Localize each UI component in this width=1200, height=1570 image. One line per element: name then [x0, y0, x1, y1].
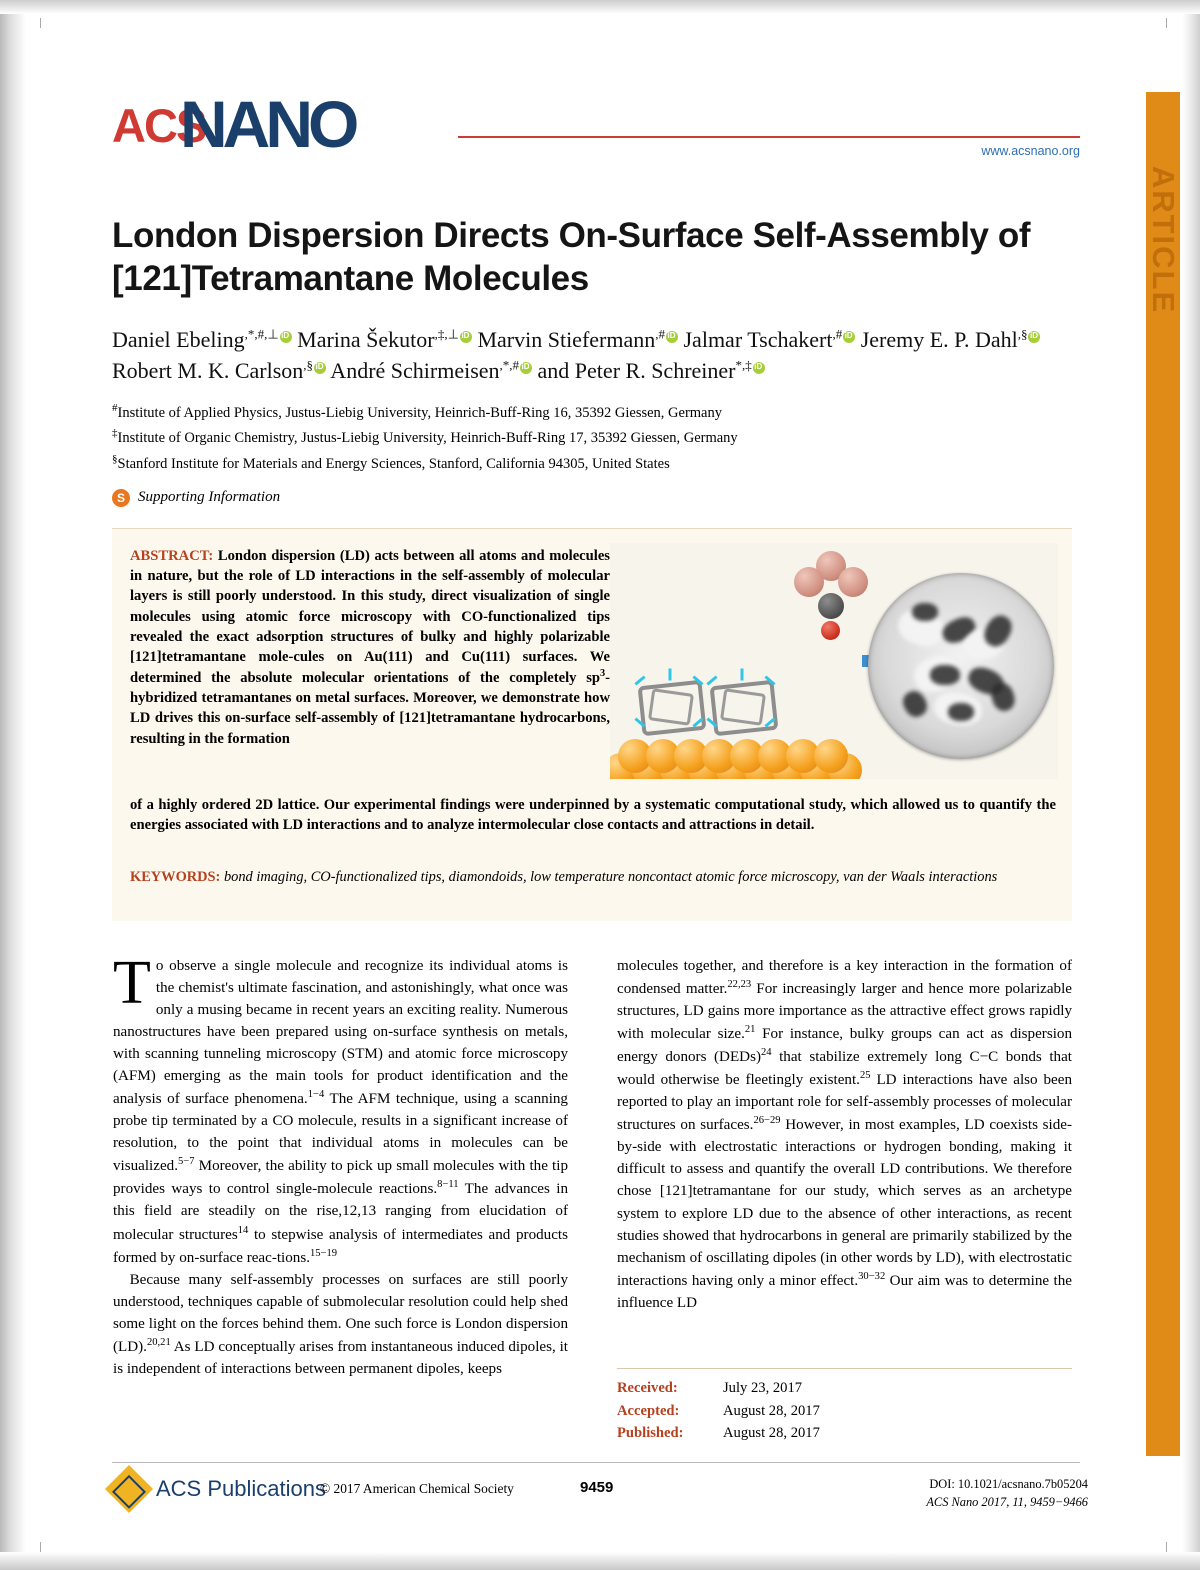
- tetramantane-molecule: [706, 675, 776, 731]
- accepted-value: August 28, 2017: [723, 1402, 820, 1419]
- published-value: August 28, 2017: [723, 1425, 820, 1442]
- scan-edge-left: [0, 0, 26, 1570]
- abstract-text: London dispersion (LD) acts between all atoms and molecules in nature, but the role of LD interactions in the self-assembly of molecular layers is still poorly understood. In this study, direct visualization of single molecules using atomic force microscopy with CO-functionalized tips revealed the exact adsorption structures of bulky and highly polarizable [121]tetramantane mole-cules on Au(111) and Cu(111) surfaces. We determined the absolute molecular orientations of the completely $sp^3$-hybridized tetramantanes on metal surfaces. Moreover, we demonstrate how LD drives this on-surface self-assembly of [121]tetramantane hydrocarbons, resulting in the formation: [130, 548, 610, 747]
- abstract-label: ABSTRACT:: [130, 548, 214, 564]
- page-title: London Dispersion Directs On-Surface Self-Assembly of [121]Tetramantane Molecules: [112, 216, 1031, 298]
- crop-tick: [40, 1542, 41, 1552]
- article-type-tab: [1146, 92, 1180, 1456]
- keywords-label: KEYWORDS:: [130, 869, 221, 885]
- masthead-rule: [458, 136, 1080, 138]
- supporting-information-icon[interactable]: S: [112, 489, 130, 507]
- paragraph: [617, 955, 1072, 1314]
- scan-edge-right: [1182, 0, 1200, 1570]
- affiliation-item: ‡Institute of Organic Chemistry, Justus-Liebig University, Heinrich-Buff-Ring 17, 35392 Giessen, Germany: [112, 427, 738, 447]
- crop-tick: [1166, 1542, 1167, 1552]
- journal-url-link[interactable]: www.acsnano.org: [981, 144, 1080, 158]
- copyright-notice: © 2017 American Chemical Society: [320, 1481, 514, 1496]
- body-column-right: [617, 955, 1072, 1314]
- accepted-label: Accepted:: [617, 1402, 680, 1419]
- scan-edge-top: [0, 0, 1200, 14]
- tetramantane-molecule: [634, 675, 704, 731]
- article-tab-label: ARTICLE: [1146, 165, 1181, 315]
- co-functionalized-tip: [806, 551, 862, 607]
- paragraph: [113, 949, 568, 1269]
- received-row: [617, 1377, 1072, 1400]
- keywords-text: bond imaging, CO-functionalized tips, diamondoids, low temperature noncontact atomic force microscopy, van der Waals interactions: [223, 869, 998, 885]
- paragraph-text: Because many self-assembly processes on surfaces are still poorly understood, techniques capable of submolecular resolution could help shed some light on the forces behind them. One such force is London dispersion (LD).$^{20,21}$ As LD conceptually arises from instantaneous induced dipoles, it is independent of interactions between permanent dipoles, keeps: [113, 1271, 568, 1377]
- graphical-abstract-image: [610, 543, 1058, 779]
- affiliation-item: §Stanford Institute for Materials and Energy Sciences, Stanford, California 94305, United States: [112, 452, 670, 472]
- author-line-1: Daniel Ebeling,*,#,⊥iD Marina Šekutor,‡,⊥iD Marvin Stiefermann,#iD Jalmar Tschakert,#iD Jeremy E. P. Dahl,§iD: [112, 324, 1072, 355]
- paragraph: [113, 1269, 568, 1380]
- paragraph-text: molecules together, and therefore is a key interaction in the formation of condensed matter.$^{22,23}$ For increasingly larger and hence more polarizable structures, LD gains more importance as the attractive effect grows rapidly with molecular size.$^{21}$ For instance, bulky groups can act as dispersion energy donors (DEDs)$^{24}$ that stabilize extremely long C−C bonds that would otherwise be fleetingly existent.$^{25}$ LD interactions have also been reported to play an important role for self-assembly processes of molecular structures on surfaces.$^{26-29}$ However, in most examples, LD coexists side-by-side with electrostatic interactions or hydrogen bonding, making it difficult to assess and quantify the overall LD contributions. We therefore chose [121]tetramantane for our study, which serves as an archetype system to explore LD due to the absence of other interactions, as recent studies showed that hydrocarbons in general are primarily stabilized by the mechanism of oscillating dipoles (in other words by LD), with electrostatic interactions having only a minor effect.$^{30-32}$ Our aim was to determine the influence LD: [617, 958, 1072, 1311]
- journal-masthead: [112, 87, 1080, 164]
- acs-logo-text: ACS: [112, 99, 206, 152]
- nano-logo-text: NANO: [180, 87, 355, 161]
- abstract-panel: [112, 528, 1072, 921]
- abstract-body-continued: of a highly ordered 2D lattice. Our experimental findings were underpinned by a systematic computational study, which allowed us to quantify the energies associated with LD interactions and to analyze intermolecular close contacts and attractions in detail.: [130, 797, 1056, 834]
- accepted-row: [617, 1400, 1072, 1423]
- doi-link[interactable]: DOI: 10.1021/acsnano.7b05204: [929, 1477, 1088, 1491]
- received-value: July 23, 2017: [723, 1380, 803, 1396]
- author-line-2: Robert M. K. Carlson,§iD André Schirmeisen,*,#iD and Peter R. Schreiner*,‡iD: [112, 355, 1072, 386]
- publication-dates: [617, 1368, 1072, 1445]
- paragraph-text: o observe a single molecule and recognize its individual atoms is the chemist's ultimate fascination, and astonishingly, what once was only a musing became in recent years an exciting reality. Numerous nanostructures have been prepared using on-surface synthesis on metals, with scanning tunneling microscopy (STM) and atomic force microscopy (AFM) emerging as the main tools for product identification and the analysis of surface phenomena.$^{1-4}$ The AFM technique, using a scanning probe tip terminated by a CO molecule, results in a significant increase of resolution, to the point that individual atoms in molecules can be visualized.$^{5-7}$ Moreover, the ability to pick up small molecules with the tip provides ways to control single-molecule reactions.$^{8-11}$ The advances in this field are steadily on the rise,12,13 ranging from elucidation of molecular structures$^{14}$ to stepwise analysis of intermediates and products formed by on-surface reac-tions.$^{15-19}$: [113, 958, 568, 1266]
- acs-publications-label: ACS Publications: [156, 1476, 326, 1501]
- keywords-block: [130, 867, 1050, 888]
- author-list: [112, 324, 1072, 386]
- page-number: 9459: [580, 1479, 614, 1496]
- afm-image-circle: [868, 573, 1054, 759]
- affiliation-list: [112, 400, 1072, 476]
- received-label: Received:: [617, 1380, 678, 1396]
- footer-divider: [112, 1462, 1080, 1463]
- acs-diamond-icon: [105, 1465, 153, 1513]
- drop-cap: T: [113, 949, 151, 1017]
- affiliation-item: #Institute of Applied Physics, Justus-Liebig University, Heinrich-Buff-Ring 16, 35392 Giessen, Germany: [112, 402, 722, 421]
- crop-tick: [40, 18, 41, 28]
- published-row: [617, 1422, 1072, 1445]
- body-column-left: [113, 949, 568, 1380]
- scan-edge-bottom: [0, 1552, 1200, 1570]
- doi-block: [926, 1476, 1088, 1511]
- crop-tick: [1166, 18, 1167, 28]
- published-label: Published:: [617, 1425, 684, 1442]
- citation-text: ACS Nano 2017, 11, 9459−9466: [926, 1494, 1088, 1509]
- abstract-body-column: [130, 546, 610, 749]
- supporting-information-link[interactable]: Supporting Information: [138, 489, 281, 505]
